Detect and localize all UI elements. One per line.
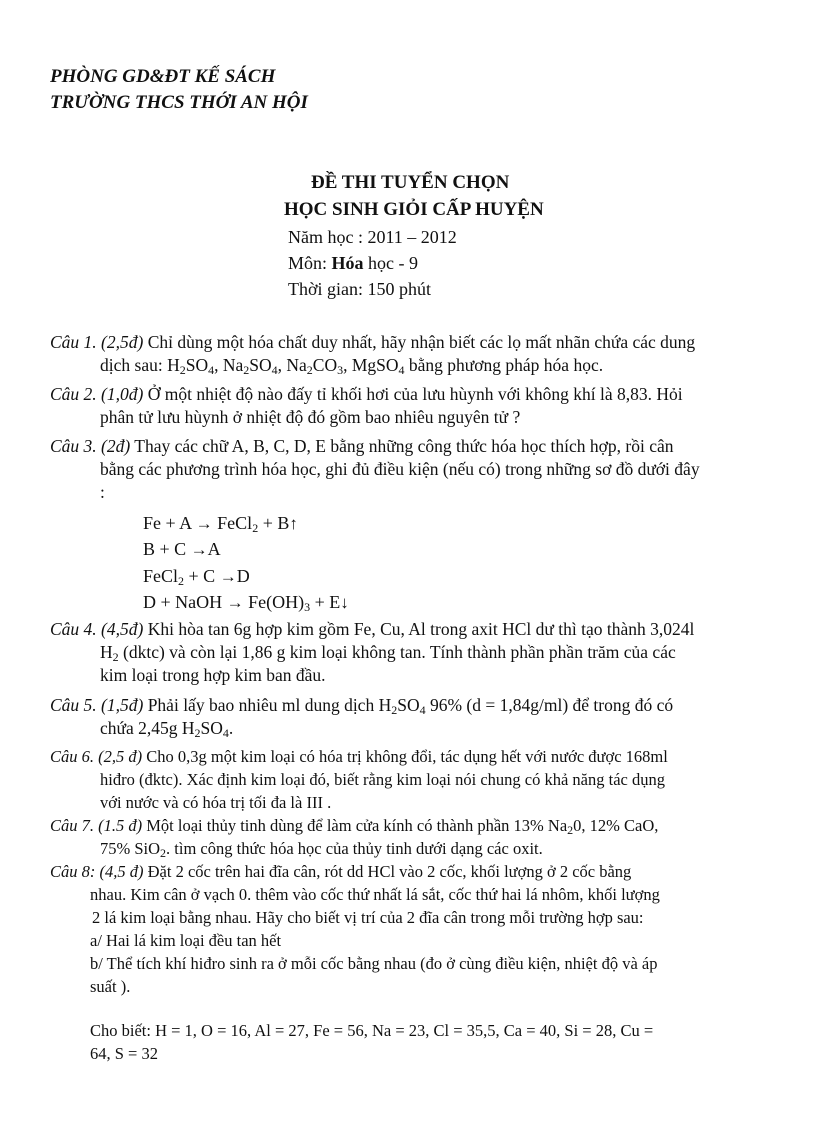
subject: Môn: Hóa học - 9: [288, 253, 419, 273]
school-name: TRƯỜNG THCS THỚI AN HỘI: [50, 92, 308, 113]
school-office: PHÒNG GD&ĐT KẾ SÁCH: [50, 66, 276, 87]
question-3: Câu 3. (2đ) Thay các chữ A, B, C, D, E bằng những công thức hóa học thích hợp, rồi cân bằng các phương trình hóa học, ghi đủ điều kiện (nếu có) trong những sơ đồ dưới đây :: [50, 436, 700, 502]
question-1: Câu 1. (2,5đ) Chỉ dùng một hóa chất duy nhất, hãy nhận biết các lọ mất nhãn chứa các dung dịch sau: $H_2SO_4$, $Na_2SO_4$, $Na_2CO_3$, MgSO$_4$ bằng phương pháp hóa học.: [50, 332, 696, 377]
question-8: Câu 8: (4,5 đ) Đặt 2 cốc trên hai đĩa cân, rót dd HCl vào 2 cốc, khối lượng ở 2 cốc bằng nhau. Kim cân ở vạch 0. thêm vào cốc thứ nhất lá sắt, cốc thứ hai lá nhôm, khối lượng 2 lá kim loại bằng nhau. Hãy cho biết vị trí của 2 đĩa cân trong mỗi trường hợp sau: a/ Hai lá kim loại đều tan hết b/ Thể tích khí hiđro sinh ra ở mỗi cốc bằng nhau (đo ở cùng điều kiện, nhiệt độ và áp suất ).: [50, 862, 660, 996]
equation-1: Fe + A → FeCl$_2$ + B↑: [143, 513, 298, 535]
exam-time: Thời gian: 150 phút: [288, 279, 432, 299]
arrow-down-icon: ↓: [340, 593, 349, 612]
arrow-right-icon: →: [226, 593, 244, 612]
given-values: Cho biết: H = 1, O = 16, Al = 27, Fe = 56, Na = 23, Cl = 35,5, Ca = 40, Si = 28, Cu = 64, S = 32: [90, 1021, 654, 1063]
exam-title: ĐỀ THI TUYỂN CHỌN: [311, 172, 510, 193]
question-4: Câu 4. (4,5đ) Khi hòa tan 6g hợp kim gồm Fe, Cu, Al trong axit HCl dư thì tạo thành 3,024l $H_2$ (dktc) và còn lại 1,86 g kim loại không tan. Tính thành phần phần trăm của các kim loại trong hợp kim ban đầu.: [50, 619, 695, 685]
question-5: Câu 5. (1,5đ) Phải lấy bao nhiêu ml dung dịch $H_2SO_4$ 96% (d = 1,84g/ml) để trong đó có chứa 2,45g $H_2SO_4$.: [50, 695, 674, 740]
arrow-right-icon: →: [219, 567, 237, 586]
question-2: Câu 2. (1,0đ) Ở một nhiệt độ nào đấy tỉ khối hơi của lưu hùynh với không khí là 8,83. Hỏi phân tử lưu hùynh ở nhiệt độ đó gồm bao nhiêu nguyên tử ?: [50, 384, 683, 427]
arrow-right-icon: →: [195, 514, 213, 533]
equation-3: FeCl$_2$ + C →D: [143, 566, 250, 588]
question-7: Câu 7. (1.5 đ) Một loại thủy tinh dùng để làm cửa kính có thành phần 13% $Na_20$, 12% CaO, 75% SiO$_2$. tìm công thức hóa học của thủy tinh dưới dạng các oxit.: [50, 816, 659, 860]
equation-2: B + C →A: [143, 539, 221, 559]
school-year: Năm học : 2011 – 2012: [288, 227, 457, 247]
arrow-right-icon: →: [190, 540, 208, 559]
equation-4: D + NaOH → $Fe(OH)_3$ + E↓: [143, 592, 349, 614]
exam-subtitle: HỌC SINH GIỎI CẤP HUYỆN: [284, 199, 544, 220]
arrow-up-icon: ↑: [289, 514, 298, 533]
question-6: Câu 6. (2,5 đ) Cho 0,3g một kim loại có hóa trị không đổi, tác dụng hết với nước được 168ml hiđro (đktc). Xác định kim loại đó, biết rằng kim loại nói chung có khả năng tác dụng với nước và có hóa trị tối đa là III .: [50, 747, 668, 812]
